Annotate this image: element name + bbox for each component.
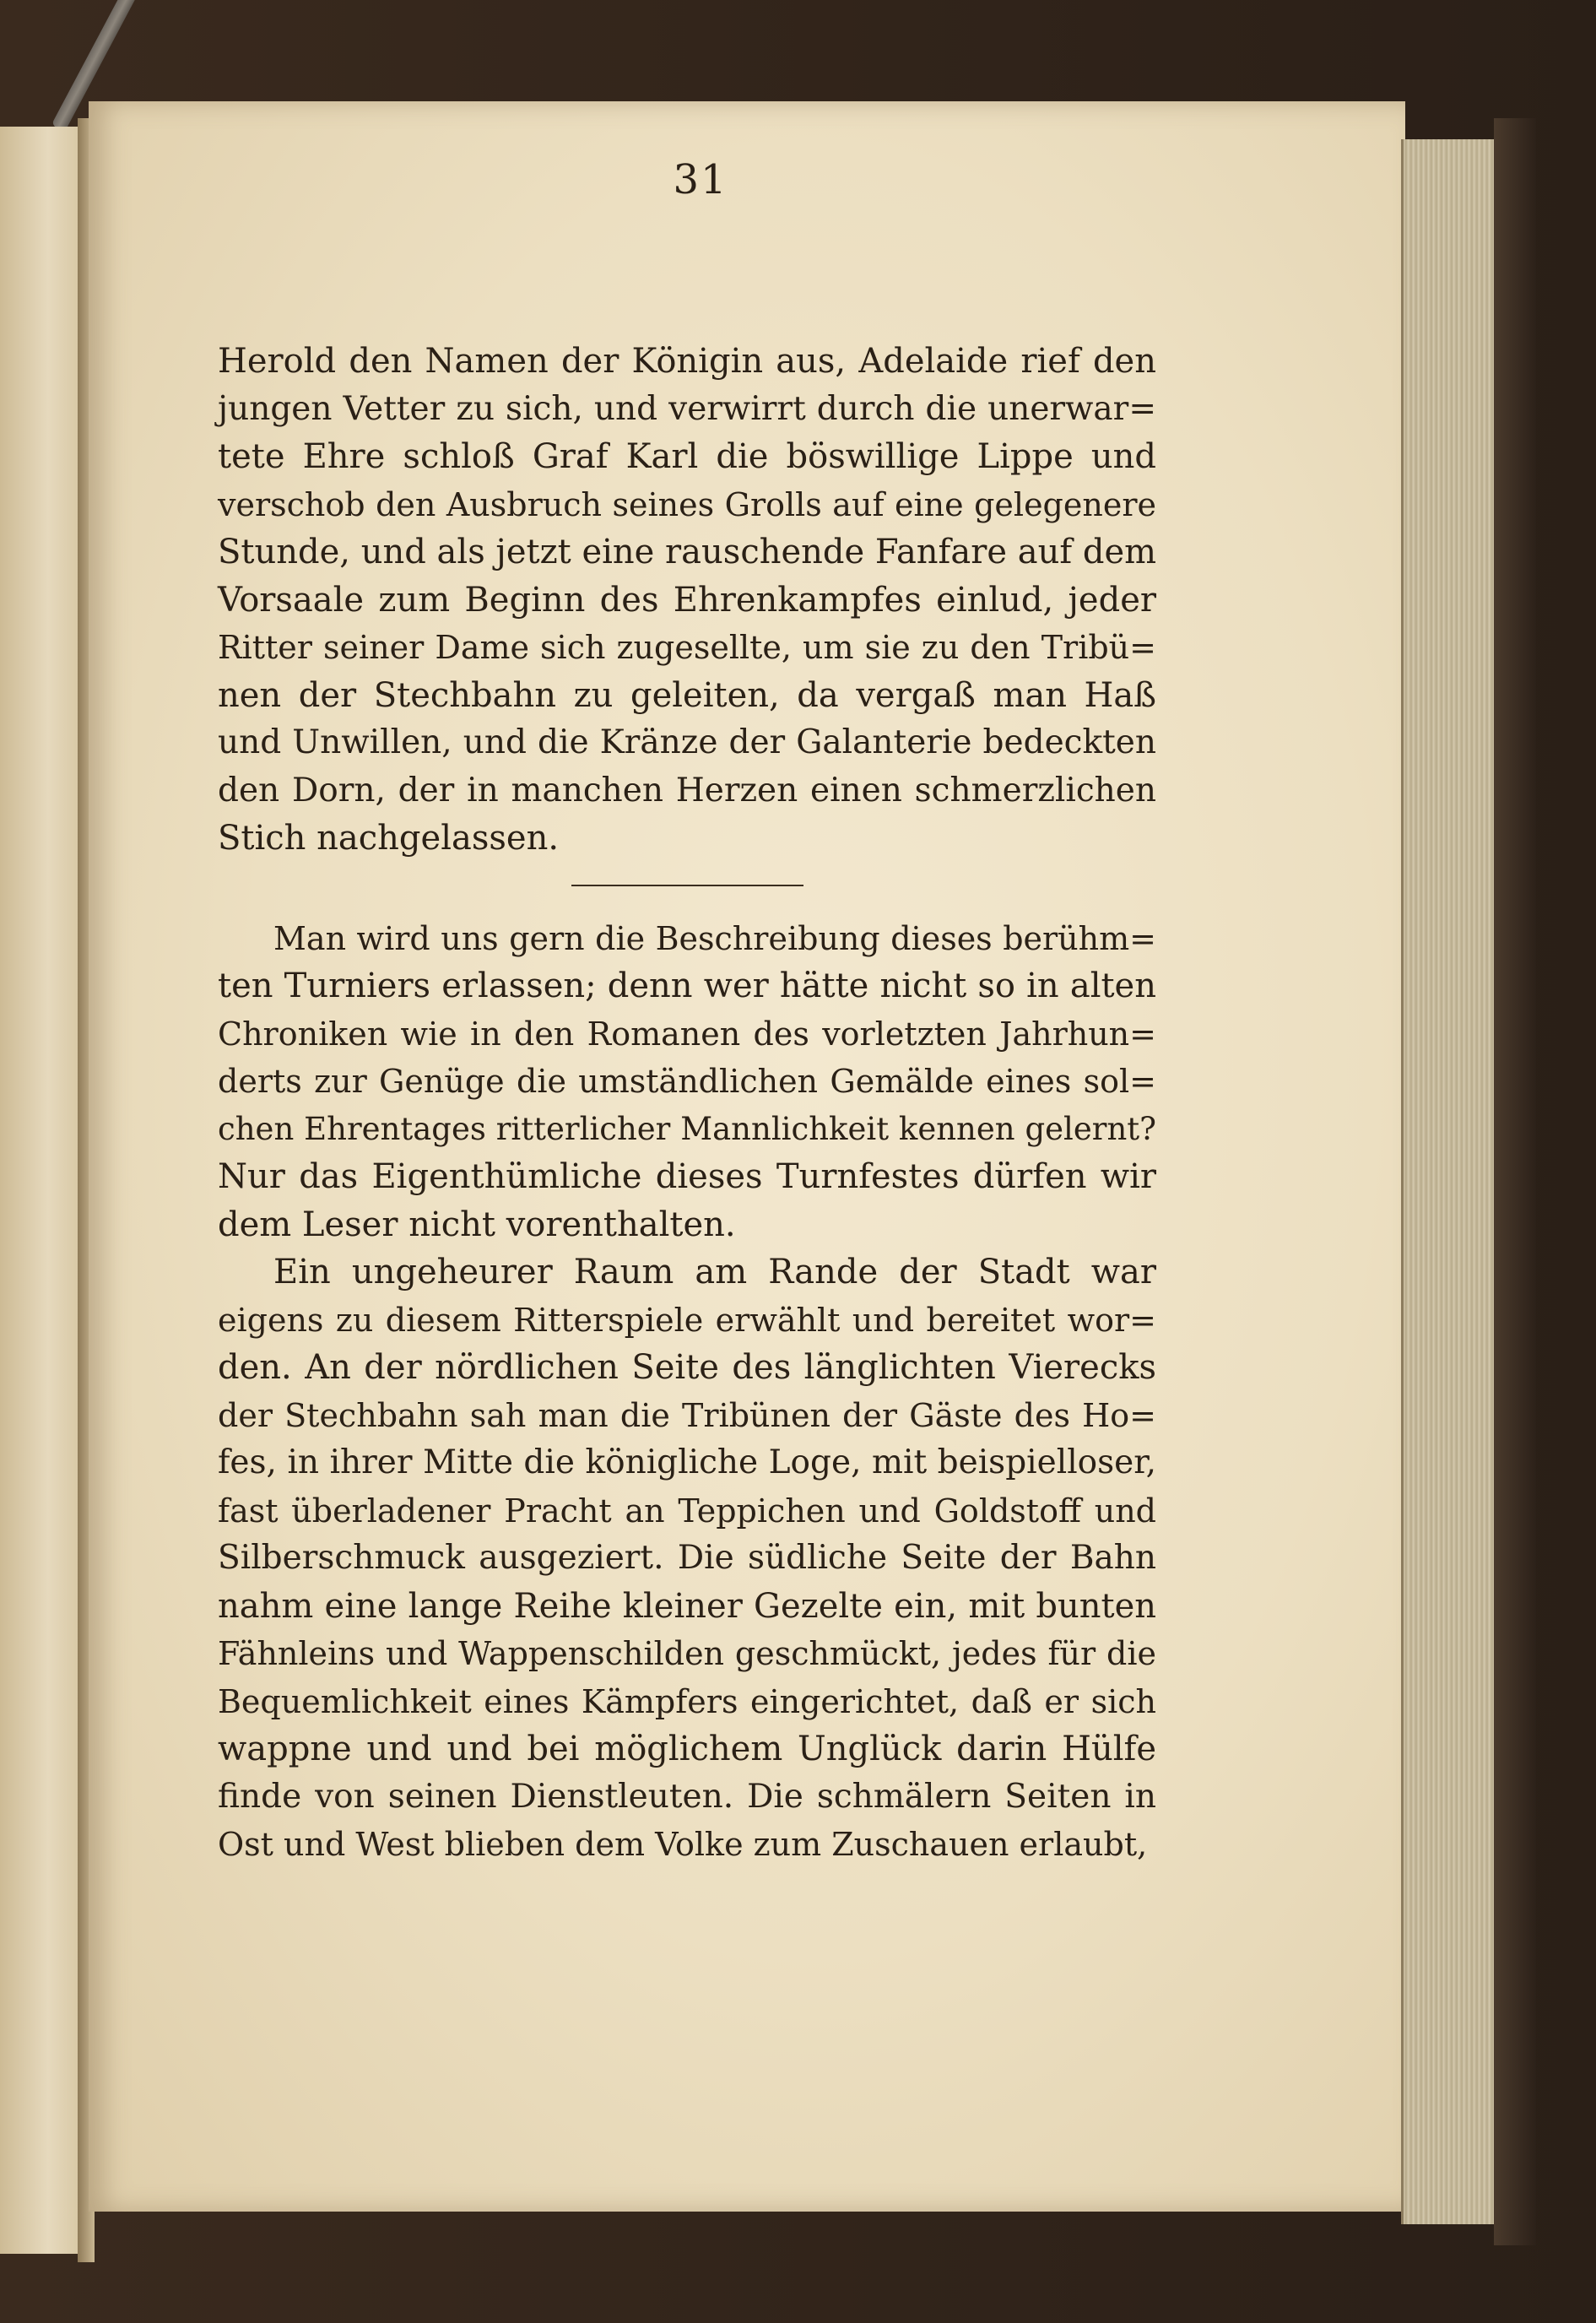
text-line: Fähnleins und Wappenschilden geschmückt, jedes für die — [218, 1635, 1156, 1672]
text-line: finde von seinen Dienstleuten. Die schmälern Seiten in — [218, 1777, 1156, 1816]
page-number: 31 — [673, 156, 728, 203]
text-line: Man wird uns gern die Beschreibung dieses berühm= — [273, 919, 1156, 957]
text-line: dem Leser nicht vorenthalten. — [218, 1205, 736, 1244]
text-line: fes, in ihrer Mitte die königliche Loge, mit beispielloser, — [218, 1443, 1156, 1481]
text-line: der Stechbahn sah man die Tribünen der Gäste des Ho= — [218, 1396, 1156, 1434]
section-separator — [571, 885, 803, 886]
text-line: den Dorn, der in manchen Herzen einen schmerzlichen — [218, 771, 1156, 810]
text-line: fast überladener Pracht an Teppichen und Goldstoff und — [218, 1492, 1156, 1530]
text-line: Chroniken wie in den Romanen des vorletzten Jahrhun= — [218, 1015, 1156, 1053]
text-line: ten Turniers erlassen; denn wer hätte nicht so in alten — [218, 967, 1156, 1005]
text-line: Herold den Namen der Königin aus, Adelaide rief den — [218, 342, 1156, 381]
paragraph-2 — [218, 915, 1156, 1249]
text-line: jungen Vetter zu sich, und verwirrt durch die unerwar= — [218, 389, 1156, 428]
text-line: chen Ehrentages ritterlicher Mannlichkeit kennen gelernt? — [218, 1110, 1156, 1147]
text-line: tete Ehre schloß Graf Karl die böswillige Lippe und — [218, 437, 1156, 476]
previous-page-edge — [0, 127, 83, 2254]
text-line: Stunde, und als jetzt eine rauschende Fanfare auf dem — [218, 533, 1157, 571]
text-line: wappne und und bei möglichem Unglück darin Hülfe — [218, 1730, 1156, 1768]
text-line: Ein ungeheurer Raum am Rande der Stadt war — [273, 1253, 1156, 1291]
text-line: den. An der nördlichen Seite des länglichten Vierecks — [218, 1348, 1156, 1387]
page-block-edge — [1401, 139, 1496, 2224]
text-line: nen der Stechbahn zu geleiten, da vergaß man Haß — [218, 675, 1156, 715]
text-line: Bequemlichkeit eines Kämpfers eingerichtet, daß er sich — [218, 1682, 1156, 1720]
text-line: und Unwillen, und die Kränze der Galanterie bedeckten — [218, 723, 1156, 761]
text-line: Ost und West blieben dem Volke zum Zuschauen erlaubt, — [218, 1826, 1148, 1863]
page-text — [218, 338, 1156, 1869]
book-cover-edge — [1494, 118, 1536, 2245]
text-line: Nur das Eigenthümliche dieses Turnfestes dürfen wir — [218, 1157, 1156, 1196]
paragraph-1 — [218, 338, 1156, 863]
text-line: Stich nachgelassen. — [218, 819, 560, 858]
text-line: Vorsaale zum Beginn des Ehrenkampfes einlud, jeder — [218, 580, 1156, 620]
text-line: eigens zu diesem Ritterspiele erwählt und bereitet wor= — [218, 1301, 1156, 1339]
text-line: derts zur Genüge die umständlichen Gemälde eines sol= — [218, 1063, 1156, 1100]
text-line: Ritter seiner Dame sich zugesellte, um sie zu den Tribü= — [218, 629, 1156, 666]
text-line: nahm eine lange Reihe kleiner Gezelte ein, mit bunten — [218, 1586, 1156, 1626]
text-line: Silberschmuck ausgeziert. Die südliche Seite der Bahn — [218, 1539, 1156, 1577]
paragraph-3 — [218, 1248, 1156, 1869]
text-line: verschob den Ausbruch seines Grolls auf eine gelegenere — [218, 485, 1156, 523]
